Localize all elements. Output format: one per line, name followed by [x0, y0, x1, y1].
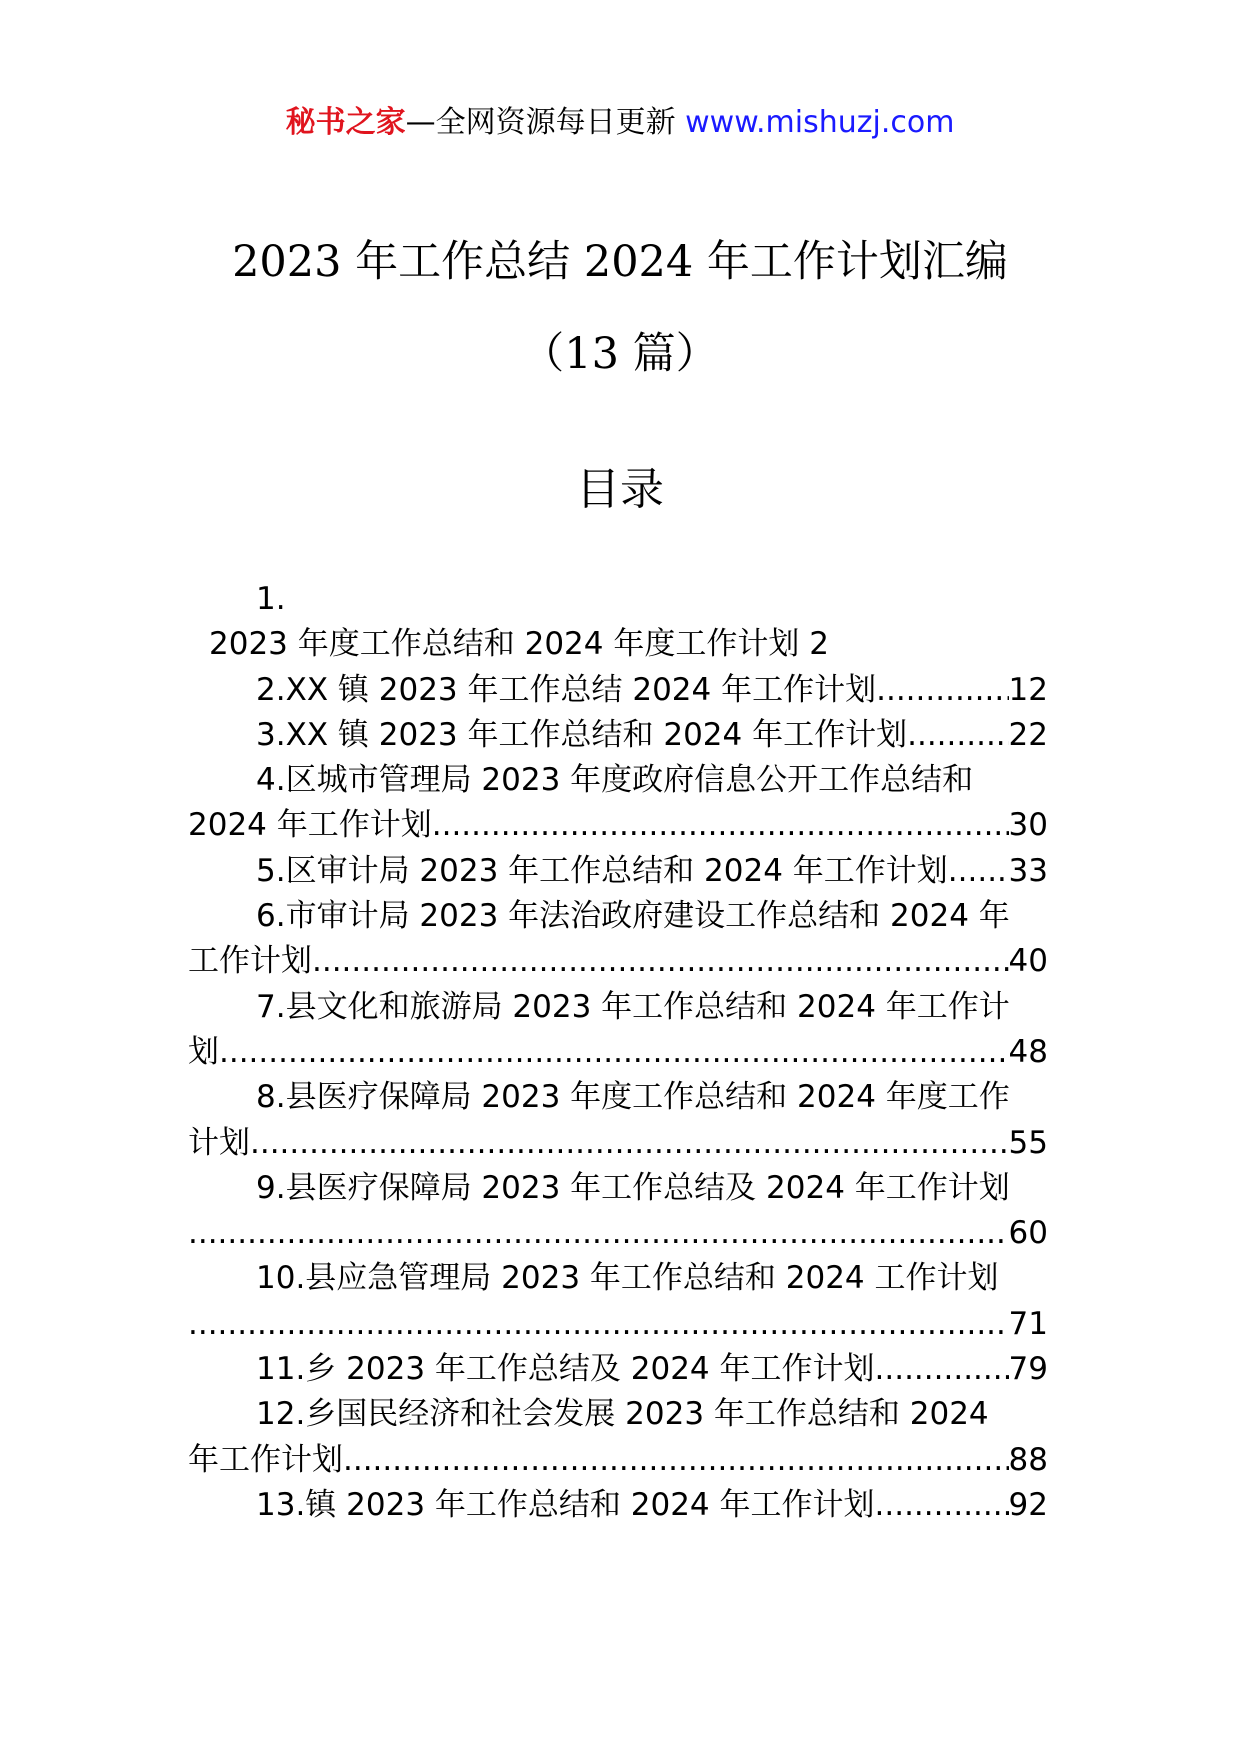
toc-entry-text: 划: [188, 1033, 219, 1070]
toc-entry-text: 2.XX 镇 2023 年工作总结 2024 年工作计划: [256, 671, 877, 708]
leader-dots: [250, 1121, 1009, 1166]
toc-entry-7-line-a[interactable]: [188, 985, 1048, 1030]
toc-entry-text: 2024 年工作计划: [188, 807, 432, 844]
toc-page-number: 22: [1008, 716, 1048, 753]
toc-entry-text: 4.区城市管理局 2023 年度政府信息公开工作总结和: [256, 762, 974, 799]
toc-entry-3[interactable]: [188, 713, 1048, 758]
toc-entry-text: 10.县应急管理局 2023 年工作总结和 2024 工作计划: [256, 1260, 999, 1297]
toc-entry-10-line-a[interactable]: [188, 1256, 1048, 1301]
toc-entry-text: 年工作计划: [188, 1441, 343, 1478]
toc-entry-text: 计划: [188, 1124, 250, 1161]
toc-entry-12-line-a[interactable]: [188, 1392, 1048, 1437]
leader-dots: [312, 939, 1009, 984]
site-url[interactable]: www.mishuzj.com: [685, 105, 955, 140]
leader-dots: [188, 1302, 1009, 1347]
toc-page-number: 33: [1008, 852, 1048, 889]
toc-entry-text: 13.镇 2023 年工作总结和 2024 年工作计划: [256, 1486, 875, 1523]
toc-entry-text: 8.县医疗保障局 2023 年度工作总结和 2024 年度工作: [256, 1079, 1010, 1116]
toc-entry-9-line-b[interactable]: [188, 1211, 1048, 1256]
leader-dots: [876, 668, 1008, 713]
table-of-contents: [188, 577, 1048, 1528]
toc-entry-text: 7.县文化和旅游局 2023 年工作总结和 2024 年工作计: [256, 988, 1010, 1025]
toc-page-number: 79: [1008, 1351, 1048, 1388]
brand-name: 秘书之家: [285, 105, 406, 140]
document-subtitle: （13 篇）: [521, 329, 719, 379]
toc-page-number: 55: [1008, 1124, 1048, 1161]
toc-page-number: 40: [1008, 943, 1048, 980]
slogan: —全网资源每日更新: [405, 105, 676, 140]
leader-dots: [958, 849, 1009, 894]
toc-entry-8-line-b[interactable]: [188, 1121, 1048, 1166]
toc-entry-4-line-b[interactable]: [188, 803, 1048, 848]
toc-entry-9-line-a[interactable]: [188, 1166, 1048, 1211]
toc-entry-text: 5.区审计局 2023 年工作总结和 2024 年工作计划.: [256, 852, 958, 889]
toc-entry-text: 1.: [256, 581, 286, 617]
toc-page-number: 71: [1008, 1305, 1048, 1342]
toc-entry-text: 6.市审计局 2023 年法治政府建设工作总结和 2024 年: [256, 898, 1010, 935]
toc-entry-1-line-b[interactable]: [188, 622, 1048, 667]
toc-entry-text: 12.乡国民经济和社会发展 2023 年工作总结和 2024: [256, 1396, 989, 1433]
toc-entry-13[interactable]: [188, 1483, 1048, 1528]
toc-entry-5[interactable]: [188, 849, 1048, 894]
toc-entry-6-line-a[interactable]: [188, 894, 1048, 939]
toc-heading: 目录: [576, 464, 664, 515]
leader-dots: [432, 803, 1009, 848]
toc-page-number: 30: [1008, 807, 1048, 844]
document-title: 2023 年工作总结 2024 年工作计划汇编: [232, 237, 1008, 287]
toc-entry-4-line-a[interactable]: [188, 758, 1048, 803]
leader-dots: [219, 1030, 1009, 1075]
toc-entry-text: 11.乡 2023 年工作总结及 2024 年工作计划: [256, 1351, 875, 1388]
toc-entry-8-line-a[interactable]: [188, 1075, 1048, 1120]
toc-entry-6-line-b[interactable]: [188, 939, 1048, 984]
toc-entry-12-line-b[interactable]: [188, 1438, 1048, 1483]
toc-entry-text: 9.县医疗保障局 2023 年工作总结及 2024 年工作计划: [256, 1169, 1010, 1206]
toc-entry-10-line-b[interactable]: [188, 1302, 1048, 1347]
toc-page-number: 92: [1008, 1486, 1048, 1523]
leader-dots: [188, 1211, 1009, 1256]
toc-entry-text: 工作计划: [188, 943, 312, 980]
toc-entry-11[interactable]: [188, 1347, 1048, 1392]
toc-page-number: 88: [1008, 1441, 1048, 1478]
site-header: [0, 103, 1240, 143]
leader-dots: [343, 1438, 1009, 1483]
toc-entry-text: 3.XX 镇 2023 年工作总结和 2024 年工作计划: [256, 716, 908, 753]
toc-entry-2[interactable]: [188, 668, 1048, 713]
toc-page-number: 48: [1008, 1033, 1048, 1070]
toc-entry-7-line-b[interactable]: [188, 1030, 1048, 1075]
toc-entry-text: 2023 年度工作总结和 2024 年度工作计划 2: [209, 626, 829, 663]
toc-entry-1-line-a[interactable]: [188, 577, 1048, 622]
leader-dots: [907, 713, 1008, 758]
toc-page-number: 12: [1008, 671, 1048, 708]
leader-dots: [875, 1483, 1009, 1528]
leader-dots: [875, 1347, 1009, 1392]
toc-page-number: 60: [1008, 1215, 1048, 1252]
